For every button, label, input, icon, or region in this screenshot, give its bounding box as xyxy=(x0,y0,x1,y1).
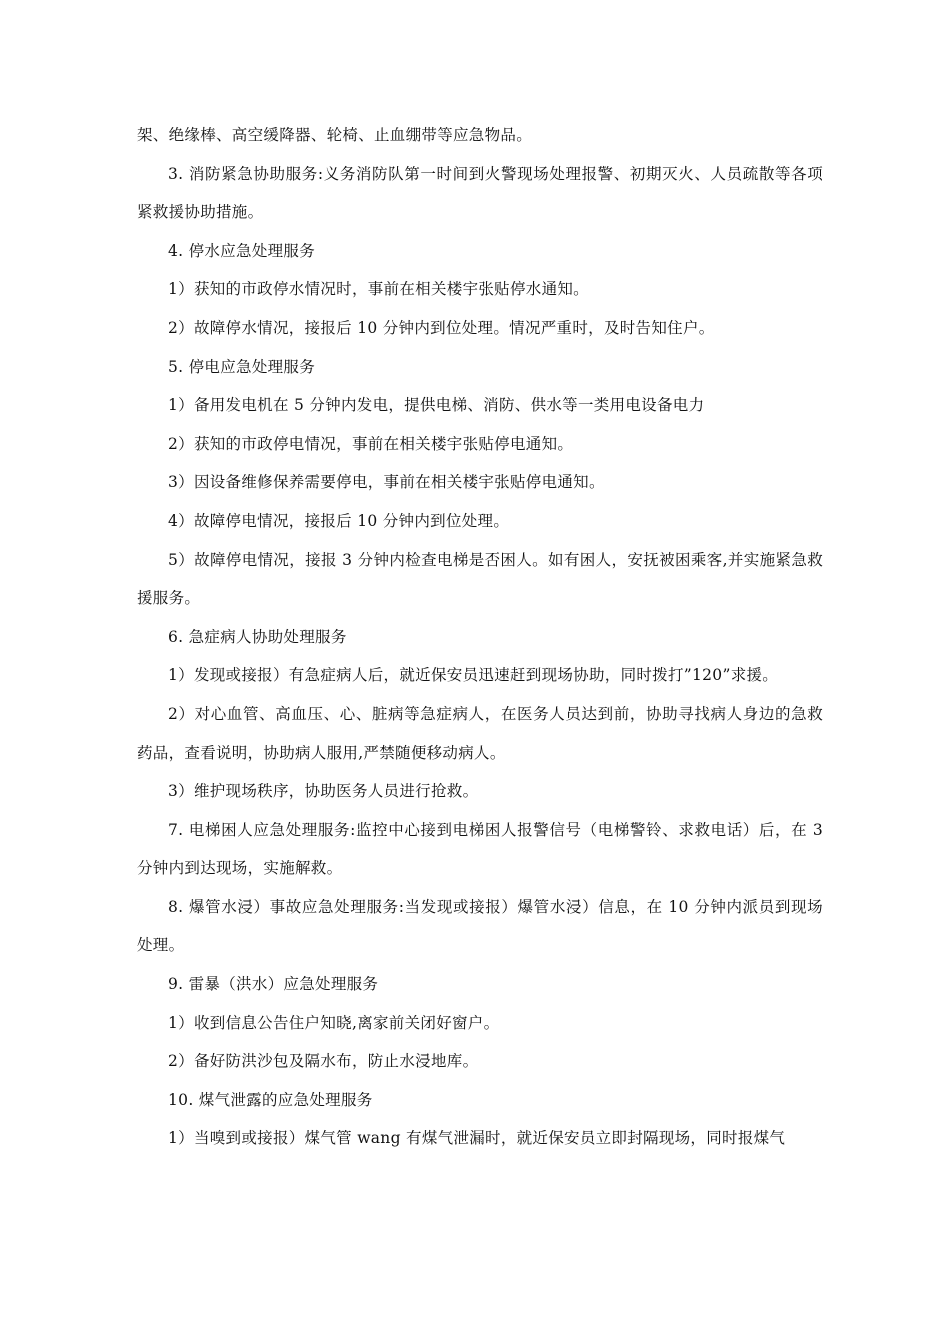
paragraph: 架、绝缘棒、高空缓降器、轮椅、止血绷带等应急物品。 xyxy=(137,126,533,144)
list-item: 1）收到信息公告住户知晓,离家前关闭好窗户。 xyxy=(168,1013,500,1032)
list-item: 3）维护现场秩序，协助医务人员进行抢救。 xyxy=(168,782,479,801)
list-item: 2）故障停水情况，接报后 10 分钟内到位处理。情况严重时，及时告知住户。 xyxy=(168,318,715,337)
paragraph: 7. 电梯困人应急处理服务:监控中心接到电梯困人报警信号（电梯警铃、求救电话）后，在 3 分钟内到达现场，实施解救。 xyxy=(137,820,823,878)
paragraph: 3. 消防紧急协助服务:义务消防队第一时间到火警现场处理报警、初期灭火、人员疏散等各项紧救援协助措施。 xyxy=(137,164,823,222)
document-body xyxy=(137,116,823,1158)
list-item: 1）当嗅到或接报）煤气管 wang 有煤气泄漏时，就近保安员立即封隔现场，同时报煤气 xyxy=(168,1129,786,1148)
section-heading: 4. 停水应急处理服务 xyxy=(168,241,316,260)
section-heading: 9. 雷暴（洪水）应急处理服务 xyxy=(168,975,379,994)
list-item: 2）对心血管、高血压、心、脏病等急症病人，在医务人员达到前，协助寻找病人身边的急救药品，查看说明，协助病人服用,严禁随便移动病人。 xyxy=(137,704,823,762)
section-heading: 10. 煤气泄露的应急处理服务 xyxy=(168,1090,373,1109)
list-item: 2）备好防洪沙包及隔水布，防止水浸地库。 xyxy=(168,1052,479,1071)
list-item: 5）故障停电情况，接报 3 分钟内检查电梯是否困人。如有困人，安抚被困乘客,并实施紧急救援服务。 xyxy=(137,550,823,608)
section-heading: 5. 停电应急处理服务 xyxy=(168,357,316,376)
paragraph: 8. 爆管水浸）事故应急处理服务:当发现或接报）爆管水浸）信息，在 10 分钟内派员到现场处理。 xyxy=(137,897,823,955)
list-item: 1）发现或接报）有急症病人后，就近保安员迅速赶到现场协助，同时拨打”120”求援。 xyxy=(168,666,779,685)
list-item: 1）获知的市政停水情况时，事前在相关楼宇张贴停水通知。 xyxy=(168,280,589,299)
list-item: 1）备用发电机在 5 分钟内发电，提供电梯、消防、供水等一类用电设备电力 xyxy=(168,396,705,415)
list-item: 2）获知的市政停电情况，事前在相关楼宇张贴停电通知。 xyxy=(168,434,574,453)
list-item: 4）故障停电情况，接报后 10 分钟内到位处理。 xyxy=(168,511,510,530)
section-heading: 6. 急症病人协助处理服务 xyxy=(168,627,347,646)
list-item: 3）因设备维修保养需要停电，事前在相关楼宇张贴停电通知。 xyxy=(168,473,605,492)
